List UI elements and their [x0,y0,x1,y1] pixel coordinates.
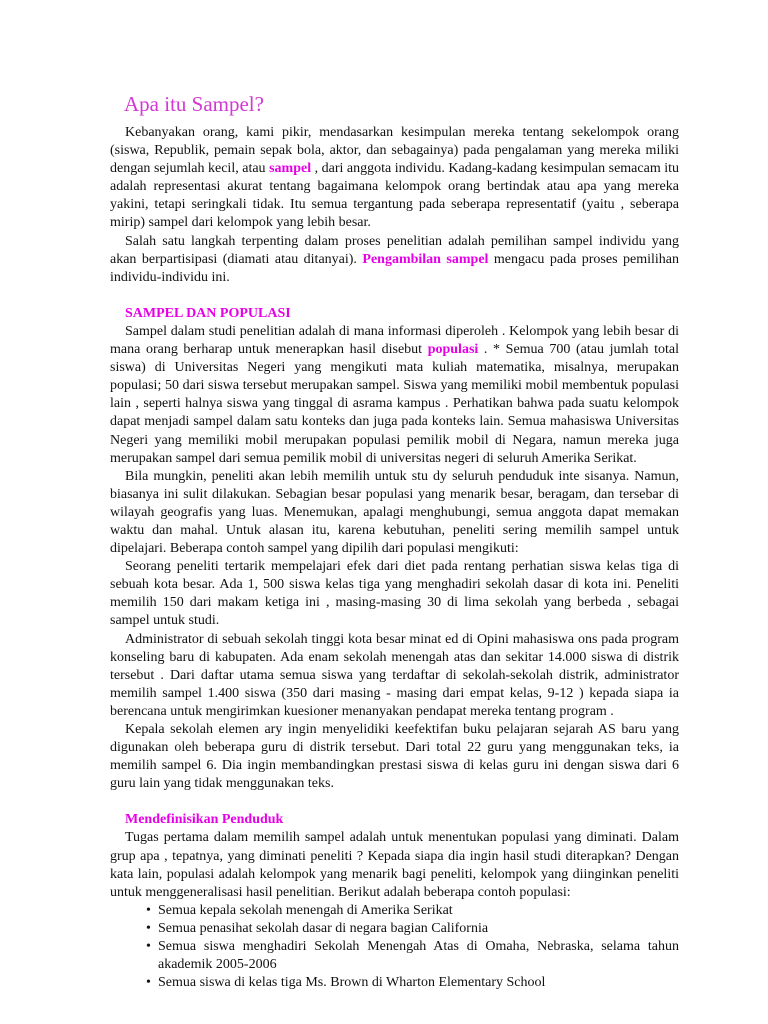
list-item [110,974,679,992]
intro-paragraph-2 [110,233,679,287]
page-title: Apa itu Sampel? [124,92,264,116]
document-page [110,92,679,992]
section1-paragraph-4: Administrator di sebuah sekolah tinggi kota besar minat ed di Opini mahasiswa ons pada program konseling baru di kabupaten. Ada enam sekolah menengah atas dan sekitar 14.000 siswa di distrik tersebut . Dari daftar utama semua siswa yang terdaftar di sekolah-sekolah distrik, administrator memilih sampel 1.400 siswa (350 dari masing - masing dari empat kelas, 9-12 ) kepada siapa ia berencana untuk mengirimkan kuesioner menanyakan pendapat mereka tentang program . [110,631,679,719]
bullet-icon: • [146,975,151,991]
population-examples-list [110,902,679,992]
intro-p1-text-b: , dari anggota individu. Kadang-kadang kesimpulan semacam itu adalah representasi akurat tentang bagaimana kelompok orang bertindak atau apa yang mereka yakini, tetapi seringkali tidak. Itu semua tergantung pada seberapa representatif (yaitu , seberapa mirip) sampel dari kelompok yang lebih besar. [110,161,680,231]
s1-p1-text-b: . * Semua 700 (atau jumlah total siswa) di Universitas Negeri yang mengikuti mata kuliah matematika, misalnya, merupakan populasi; 50 dari siswa tersebut merupakan sampel. Siswa yang memiliki mobil membentuk populasi lain , seperti halnya siswa yang tinggal di asrama kampus . Perhatikan bahwa pada suatu kelompok dapat menjadi sampel dalam satu konteks dan juga pada konteks lain. Semua mahasiswa Universitas Negeri yang memiliki mobil merupakan populasi pemilik mobil di Negara, namun mereka juga merupakan sampel dari semua pemilik mobil di universitas negeri di seluruh Amerika Serikat. [110,342,679,466]
list-item [110,938,679,974]
list-item [110,902,679,920]
list-item-text: Semua penasihat sekolah dasar di negara bagian California [158,920,489,936]
list-item-text: Semua siswa di kelas tiga Ms. Brown di Wharton Elementary School [158,975,546,991]
intro-p2-text-a: Salah satu langkah terpenting dalam proses penelitian adalah pemilihan sampel individu yang akan berpartisipasi (diamati atau ditanyai). [110,233,679,267]
section1-paragraph-1 [110,323,679,468]
list-item [110,920,679,938]
highlight-term-sampel: sampel [269,161,312,177]
section-heading-mendefinisikan-penduduk: Mendefinisikan Penduduk [125,812,284,828]
highlight-term-pengambilan-sampel: Pengambilan sampel [362,251,489,267]
highlight-term-populasi: populasi [427,342,479,358]
list-item-text: Semua kepala sekolah menengah di Amerika Serikat [158,902,453,918]
intro-p1-text-a: Kebanyakan orang, kami pikir, mendasarkan kesimpulan mereka tentang sekelompok orang (siswa, Republik, pemain sepak bola, aktor, dan sebagainya) pada pengalaman yang mereka miliki dengan sejumlah kecil, atau [110,125,679,177]
section1-paragraph-3: Seorang peneliti tertarik mempelajari efek dari diet pada rentang perhatian siswa kelas tiga di sebuah kota besar. Ada 1, 500 siswa kelas tiga yang menghadiri sekolah dasar di kota ini. Peneliti memilih 150 dari makam ketiga ini , masing-masing 30 di lima sekolah yang berbeda , sebagai sampel untuk studi. [110,559,679,629]
section1-paragraph-5: Kepala sekolah elemen ary ingin menyelidiki keefektifan buku pelajaran sejarah AS baru yang digunakan oleh beberapa guru di distrik tersebut. Dari total 22 guru yang menggunakan teks, ia memilih sampel 6. Dia ingin membandingkan prestasi siswa di kelas guru ini dengan siswa dari 6 guru lain yang tidak menggunakan teks. [110,722,679,792]
intro-p2-text-b: mengacu pada proses pemilihan individu-individu ini. [110,251,679,285]
section2-paragraph-1: Tugas pertama dalam memilih sampel adalah untuk menentukan populasi yang diminati. Dalam grup apa , tepatnya, yang diminati peneliti ? Kepada siapa dia ingin hasil studi diterapkan? Dengan kata lain, populasi adalah kelompok yang menarik bagi peneliti, kelompok yang diinginkan peneliti untuk menggeneralisasi hasil penelitian. Berikut adalah beberapa contoh populasi: [110,830,679,900]
intro-paragraph-1 [110,124,679,233]
bullet-icon: • [146,939,151,955]
s1-p1-text-a: Sampel dalam studi penelitian adalah di mana informasi diperoleh . Kelompok yang lebih besar di mana orang berharap untuk menerapkan hasil disebut [110,323,679,358]
section1-paragraph-2: Bila mungkin, peneliti akan lebih memilih untuk stu dy seluruh penduduk inte sisanya. Namun, biasanya ini sulit dilakukan. Sebagian besar populasi yang menarik besar, beragam, dan tersebar di wilayah geografis yang luas. Menemukan, apalagi menghubungi, semua anggota dapat memakan waktu dan mahal. Untuk alasan itu, karena kebutuhan, peneliti sering memilih sampel untuk dipelajari. Beberapa contoh sampel yang dipilih dari populasi mengikuti: [110,468,679,557]
list-item-text: Semua siswa menghadiri Sekolah Menengah Atas di Omaha, Nebraska, selama tahun akademik 2005-2006 [158,939,679,973]
section-heading-sampel-populasi: SAMPEL DAN POPULASI [125,305,291,321]
bullet-icon: • [146,920,151,936]
bullet-icon: • [146,902,151,918]
